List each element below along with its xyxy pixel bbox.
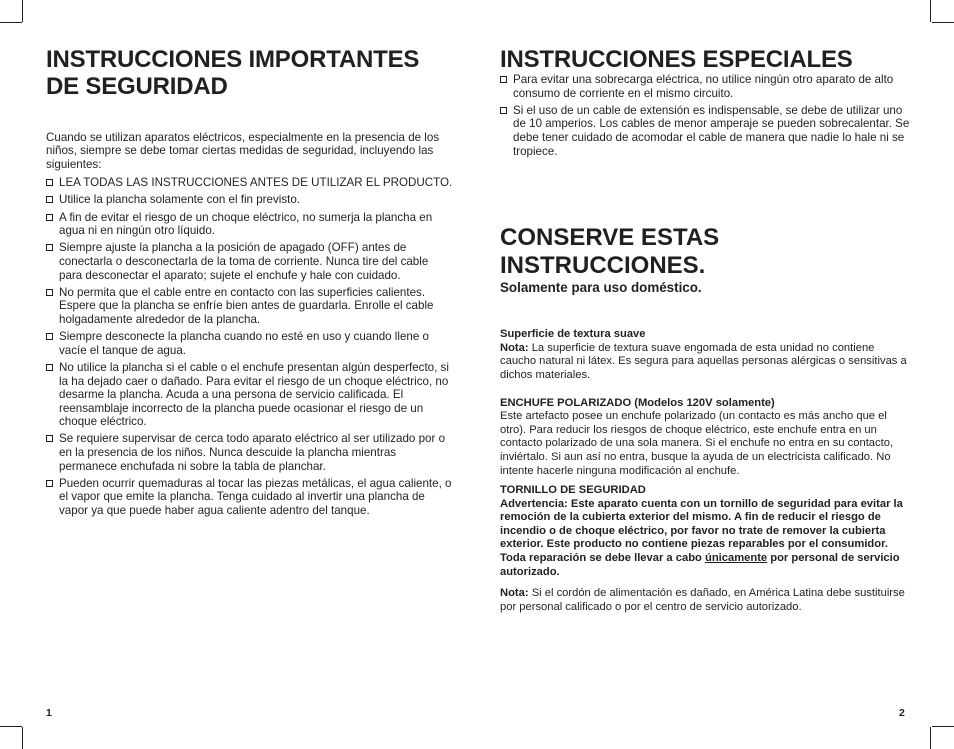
safety-intro: Cuando se utilizan aparatos eléctricos, especialmente en la presencia de los niños, siempre se debe tomar ciertas medidas de seguridad, incluyendo las siguientes: [46,131,440,171]
plug-section [500,397,910,479]
conserve-title: CONSERVE ESTAS INSTRUCCIONES. [500,224,720,280]
list-item: Si el uso de un cable de extensión es indispensable, se debe de utilizar uno de 10 amperios. Los cables de menor amperaje se pueden sobrecalentar. Se debe tener cuidado de acomodar el cable de manera que nadie lo hale ni se tropiece. [500,104,910,158]
crop-mark-bottom-right-h [932,726,954,727]
special-title: INSTRUCCIONES ESPECIALES [500,46,853,73]
list-item: No utilice la plancha si el cable o el enchufe presentan algún desperfecto, si la ha dejado caer o dañado. Para evitar el riesgo de un choque eléctrico, no desarme la plancha. Acuda a una persona de servicio calificada. El reensamblaje incorrecto de la plancha puede ocasionar el riesgo de un choque eléctrico. [46,361,454,429]
page-right [500,46,910,614]
list-item: Siempre ajuste la plancha a la posición de apagado (OFF) antes de conectarla o desconectarla de la toma de corriente. Nunca tire del cable para desconectar el aparato; sujete el enchufe y hale con cuidado. [46,241,454,282]
screw-section [500,484,910,579]
special-list [500,73,910,158]
checkbox-bullet-icon [46,480,53,487]
crop-mark-top-left [22,0,23,22]
safety-list [46,176,454,517]
checkbox-bullet-icon [46,244,53,251]
checkbox-bullet-icon [46,179,53,186]
household-note: Solamente para uso doméstico. [500,280,702,296]
checkbox-bullet-icon [500,76,507,83]
checkbox-bullet-icon [46,364,53,371]
crop-mark-bottom-left [22,727,23,749]
list-item: Utilice la plancha solamente con el fin previsto. [46,193,454,207]
texture-heading: Superficie de textura suave [500,328,646,341]
crop-mark-top-right-h [932,22,954,23]
crop-mark-bottom-right [930,727,931,749]
checkbox-bullet-icon [46,196,53,203]
page-left [46,46,454,521]
checkbox-bullet-icon [500,107,507,114]
checkbox-bullet-icon [46,333,53,340]
list-item: Siempre desconecte la plancha cuando no esté en uso y cuando llene o vacíe el tanque de agua. [46,330,454,357]
crop-mark-top-left-h [0,22,22,23]
texture-section [500,328,910,382]
plug-text: Este artefacto posee un enchufe polarizado (un contacto es más ancho que el otro). Para reducir los riesgos de choque eléctrico, este enchufe entra en un contacto polarizado de una sola manera. Si el enchufe no entra en su contacto, inviértalo. Si aun así no entra, busque la ayuda de un electricista calificado. No intente hacerle ninguna modificación al enchufe. [500,410,894,477]
cord-note: Nota: Si el cordón de alimentación es dañado, en América Latina debe sustituirse por personal calificado o por el centro de servicio autorizado. [500,587,905,613]
list-item: Pueden ocurrir quemaduras al tocar las piezas metálicas, el agua caliente, o el vapor que emite la plancha. Tenga cuidado al invertir una plancha de vapor ya que puede haber agua caliente adentro del tanque. [46,477,454,518]
list-item: No permita que el cable entre en contacto con las superficies calientes. Espere que la plancha se enfríe bien antes de guardarla. Enrolle el cable holgadamente alrededor de la plancha. [46,286,454,327]
list-item: A fin de evitar el riesgo de un choque eléctrico, no sumerja la plancha en agua ni en ningún otro líquido. [46,211,454,238]
list-item: LEA TODAS LAS INSTRUCCIONES ANTES DE UTILIZAR EL PRODUCTO. [46,176,454,190]
crop-mark-top-right [930,0,931,22]
checkbox-bullet-icon [46,289,53,296]
texture-note: Nota: La superficie de textura suave engomada de esta unidad no contiene caucho natural ni látex. Es segura para aquellas personas alérgicas o sensitivas a dichos materiales. [500,341,907,381]
screw-heading: TORNILLO DE SEGURIDAD [500,484,646,497]
plug-heading: ENCHUFE POLARIZADO (Modelos 120V solamente) [500,396,775,409]
checkbox-bullet-icon [46,214,53,221]
crop-mark-bottom-left-h [0,726,22,727]
page-number-right: 2 [899,707,905,719]
safety-title: INSTRUCCIONES IMPORTANTES DE SEGURIDAD [46,46,420,100]
page-number-left: 1 [46,707,52,719]
list-item: Se requiere supervisar de cerca todo aparato eléctrico al ser utilizado por o en la presencia de los niños. Nunca descuide la plancha mientras permanece enchufada ni sobre la tabla de planchar. [46,432,454,473]
screw-warning: Advertencia: Este aparato cuenta con un tornillo de seguridad para evitar la remoción de la cubierta exterior del mismo. A fin de reducir el riesgo de incendio o de choque eléctrico, por favor no trate de remover la cubierta exterior. Este producto no contiene piezas reparables por el consumidor. Toda reparación se debe llevar a cabo únicamente por personal de servicio autorizado. [500,497,903,578]
checkbox-bullet-icon [46,435,53,442]
list-item: Para evitar una sobrecarga eléctrica, no utilice ningún otro aparato de alto consumo de corriente en el mismo circuito. [500,73,910,100]
